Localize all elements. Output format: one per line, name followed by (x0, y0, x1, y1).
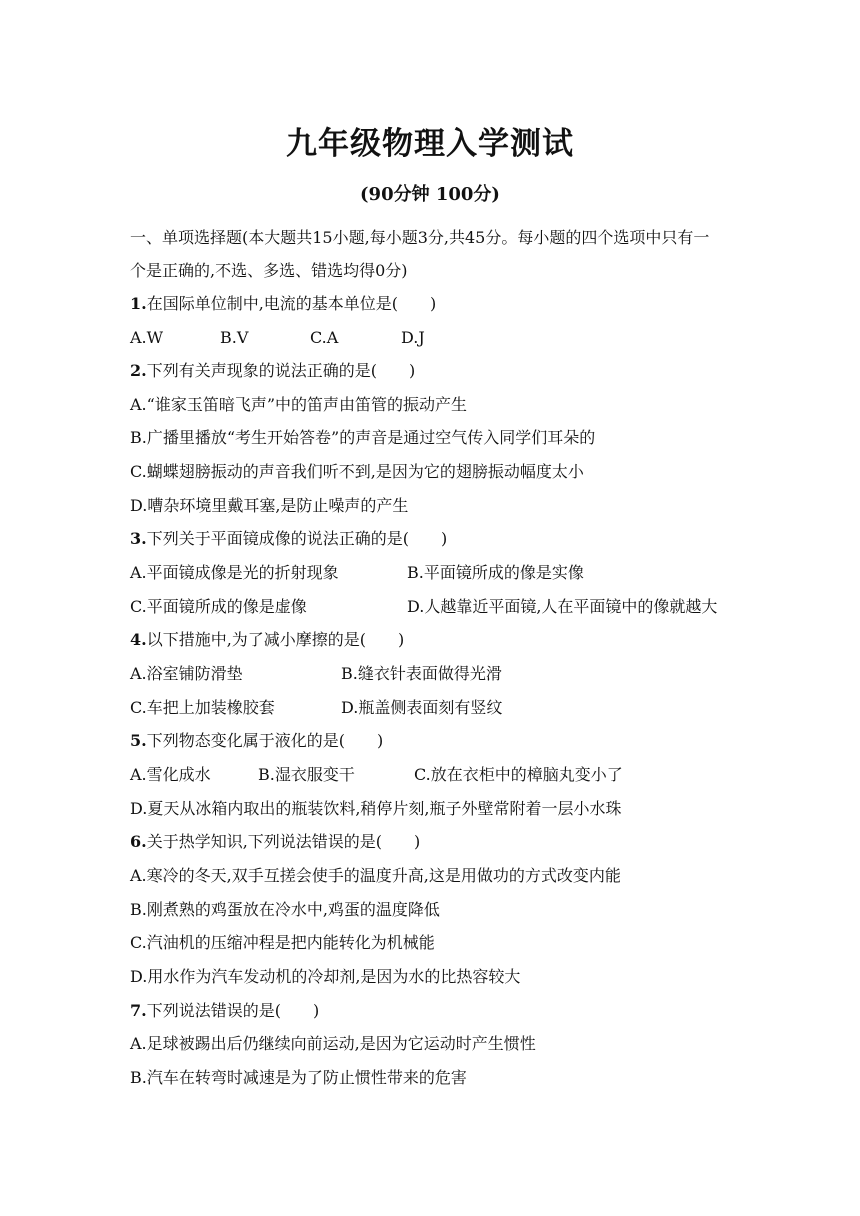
question-number: 4. (130, 630, 147, 649)
question-3 (130, 527, 447, 551)
question-number: 3. (130, 529, 147, 548)
question-6 (130, 830, 420, 854)
question-7 (130, 999, 319, 1023)
question-text: 以下措施中,为了减小摩擦的是( ) (146, 630, 405, 649)
page-title: 九年级物理入学测试 (286, 126, 574, 162)
question-number: 5. (130, 731, 147, 750)
option-a: A.浴室铺防滑垫 (130, 664, 243, 683)
option-b: B.刚煮熟的鸡蛋放在冷水中,鸡蛋的温度降低 (130, 900, 440, 919)
option-a: A.W (130, 328, 164, 347)
option-b: B.广播里播放“考生开始答卷”的声音是通过空气传入同学们耳朵的 (130, 428, 596, 447)
option-d: D.J (401, 328, 425, 347)
question-3-options-row-2 (130, 595, 770, 619)
option-a: A.平面镜成像是光的折射现象 (130, 563, 339, 582)
option-c: C.车把上加装橡胶套 (130, 698, 275, 717)
option-d: D.用水作为汽车发动机的冷却剂,是因为水的比热容较大 (130, 967, 521, 986)
option-b: B.V (220, 328, 249, 347)
option-d: D.瓶盖侧表面刻有竖纹 (341, 698, 503, 717)
question-5 (130, 729, 383, 753)
option-c: C.放在衣柜中的樟脑丸变小了 (414, 765, 623, 784)
question-text: 下列物态变化属于液化的是( ) (146, 731, 384, 750)
option-b: B.汽车在转弯时减速是为了防止惯性带来的危害 (130, 1068, 467, 1087)
option-a: A.足球被踢出后仍继续向前运动,是因为它运动时产生惯性 (130, 1034, 536, 1053)
option-a: A.寒冷的冬天,双手互搓会使手的温度升高,这是用做功的方式改变内能 (130, 866, 621, 885)
option-b: B.湿衣服变干 (258, 765, 355, 784)
option-a: A.“谁家玉笛暗飞声”中的笛声由笛管的振动产生 (130, 395, 468, 414)
option-c: C.蝴蝶翅膀振动的声音我们听不到,是因为它的翅膀振动幅度太小 (130, 462, 584, 481)
question-text: 关于热学知识,下列说法错误的是( ) (146, 832, 421, 851)
option-b: B.缝衣针表面做得光滑 (341, 664, 502, 683)
question-text: 下列说法错误的是( ) (146, 1001, 320, 1020)
option-c: C.A (310, 328, 339, 347)
question-number: 6. (130, 832, 147, 851)
option-a: A.雪化成水 (130, 765, 211, 784)
option-b: B.平面镜所成的像是实像 (407, 563, 584, 582)
question-4 (130, 628, 404, 652)
question-1 (130, 292, 436, 316)
section-instructions-line-1: 一、单项选择题(本大题共15小题,每小题3分,共45分。每小题的四个选项中只有一 (130, 228, 710, 247)
question-number: 2. (130, 361, 147, 380)
option-c: C.平面镜所成的像是虚像 (130, 597, 307, 616)
question-4-options-row-2 (130, 696, 630, 720)
section-instructions-line-2: 个是正确的,不选、多选、错选均得0分) (130, 261, 408, 280)
question-1-options (130, 326, 530, 350)
exam-duration-score: (90分钟 100分) (360, 184, 500, 205)
question-number: 1. (130, 294, 147, 313)
question-4-options-row-1 (130, 662, 630, 686)
option-d: D.夏天从冰箱内取出的瓶装饮料,稍停片刻,瓶子外壁常附着一层小水珠 (130, 799, 622, 818)
question-2 (130, 359, 415, 383)
question-3-options-row-1 (130, 561, 770, 585)
option-d: D.人越靠近平面镜,人在平面镜中的像就越大 (407, 597, 718, 616)
question-5-options-row-1 (130, 763, 730, 787)
question-text: 下列关于平面镜成像的说法正确的是( ) (146, 529, 448, 548)
option-d: D.嘈杂环境里戴耳塞,是防止噪声的产生 (130, 496, 409, 515)
question-number: 7. (130, 1001, 147, 1020)
option-c: C.汽油机的压缩冲程是把内能转化为机械能 (130, 933, 435, 952)
question-text: 在国际单位制中,电流的基本单位是( ) (146, 294, 437, 313)
question-text: 下列有关声现象的说法正确的是( ) (146, 361, 416, 380)
